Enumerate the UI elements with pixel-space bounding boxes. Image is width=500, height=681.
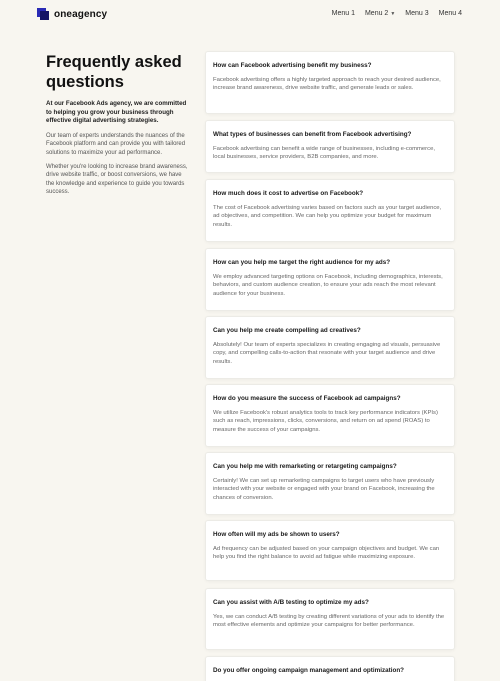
nav-label: Menu 1 <box>331 10 355 17</box>
faq-card[interactable] <box>205 384 455 447</box>
intro-paragraph: Our team of experts understands the nuances of the Facebook platform and can provide you with tailored solutions to maximize your ad performance. <box>46 132 186 156</box>
faq-question: How much does it cost to advertise on Facebook? <box>213 190 364 197</box>
faq-question: Can you help me with remarketing or retargeting campaigns? <box>213 463 397 470</box>
logo[interactable] <box>37 8 107 20</box>
nav-item-menu-1[interactable] <box>332 10 355 17</box>
faq-card[interactable] <box>205 656 455 681</box>
faq-answer: We employ advanced targeting options on Facebook, including demographics, interests, behaviors, and custom audience creation, to ensure your ads reach the most relevant audience for your business. <box>213 274 443 297</box>
faq-card[interactable] <box>205 179 455 242</box>
faq-answer: Absolutely! Our team of experts specializes in creating engaging ad visuals, persuasive copy, and compelling calls-to-action that resonate with your target audience and drive results. <box>213 342 441 365</box>
nav-label: Menu 4 <box>438 10 462 17</box>
faq-question: Do you offer ongoing campaign management and optimization? <box>213 667 405 674</box>
faq-answer: Facebook advertising offers a highly targeted approach to reach your desired audience, increase brand awareness, drive website traffic, and generate leads or sales. <box>213 77 441 92</box>
faq-answer: Facebook advertising can benefit a wide range of businesses, including e-commerce, local businesses, service providers, B2B companies, and more. <box>213 146 436 161</box>
page-title: Frequently asked questions <box>46 53 182 91</box>
main-nav <box>332 10 462 17</box>
faq-question: How can Facebook advertising benefit my business? <box>213 62 372 69</box>
faq-card[interactable] <box>205 120 455 173</box>
faq-card[interactable] <box>205 316 455 379</box>
nav-item-menu-2[interactable] <box>365 10 395 17</box>
faq-answer: Ad frequency can be adjusted based on your campaign objectives and budget. We can help you find the right balance to avoid ad fatigue while maximizing exposure. <box>213 546 440 561</box>
faq-card[interactable] <box>205 520 455 581</box>
site-header <box>0 0 500 30</box>
faq-answer: The cost of Facebook advertising varies based on factors such as your target audience, ad objectives, and competition. We can help you optimize your budget for maximum results. <box>213 205 442 228</box>
nav-item-menu-4[interactable] <box>439 10 462 17</box>
nav-item-menu-3[interactable] <box>405 10 428 17</box>
faq-question: How often will my ads be shown to users? <box>213 531 340 538</box>
intro-lead: At our Facebook Ads agency, we are committed to helping you grow your business through effective digital advertising strategies. <box>46 100 187 125</box>
nav-label: Menu 3 <box>405 10 429 17</box>
faq-question: Can you assist with A/B testing to optimize my ads? <box>213 599 369 606</box>
faq-answer: We utilize Facebook's robust analytics tools to track key performance indicators (KPIs) such as reach, impressions, clicks, conversions, and return on ad spend (ROAS) to measure the success of your campaigns. <box>213 410 438 433</box>
faq-answer: Certainly! We can set up remarketing campaigns to target users who have previously interacted with your website or engaged with your brand on Facebook, increasing the chances of conversion. <box>213 478 435 501</box>
faq-question: Can you help me create compelling ad creatives? <box>213 327 361 334</box>
faq-intro <box>46 52 191 203</box>
faq-card[interactable] <box>205 452 455 515</box>
logo-text: oneagency <box>54 8 108 20</box>
faq-question: What types of businesses can benefit from Facebook advertising? <box>213 131 412 138</box>
faq-card[interactable] <box>205 51 455 114</box>
faq-question: How do you measure the success of Facebook ad campaigns? <box>213 395 401 402</box>
intro-paragraph: Whether you're looking to increase brand awareness, drive website traffic, or boost conversions, we have the knowledge and experience to guide you towards success. <box>46 164 188 196</box>
faq-answer: Yes, we can conduct A/B testing by creating different variations of your ads to identify the most effective elements and optimize your campaigns for better performance. <box>213 614 445 629</box>
chevron-down-icon: ▼ <box>390 10 396 17</box>
logo-icon <box>37 8 49 20</box>
faq-card[interactable] <box>205 248 455 311</box>
faq-question: How can you help me target the right audience for my ads? <box>213 259 391 266</box>
faq-card[interactable] <box>205 588 455 650</box>
nav-label: Menu 2 <box>364 10 389 17</box>
